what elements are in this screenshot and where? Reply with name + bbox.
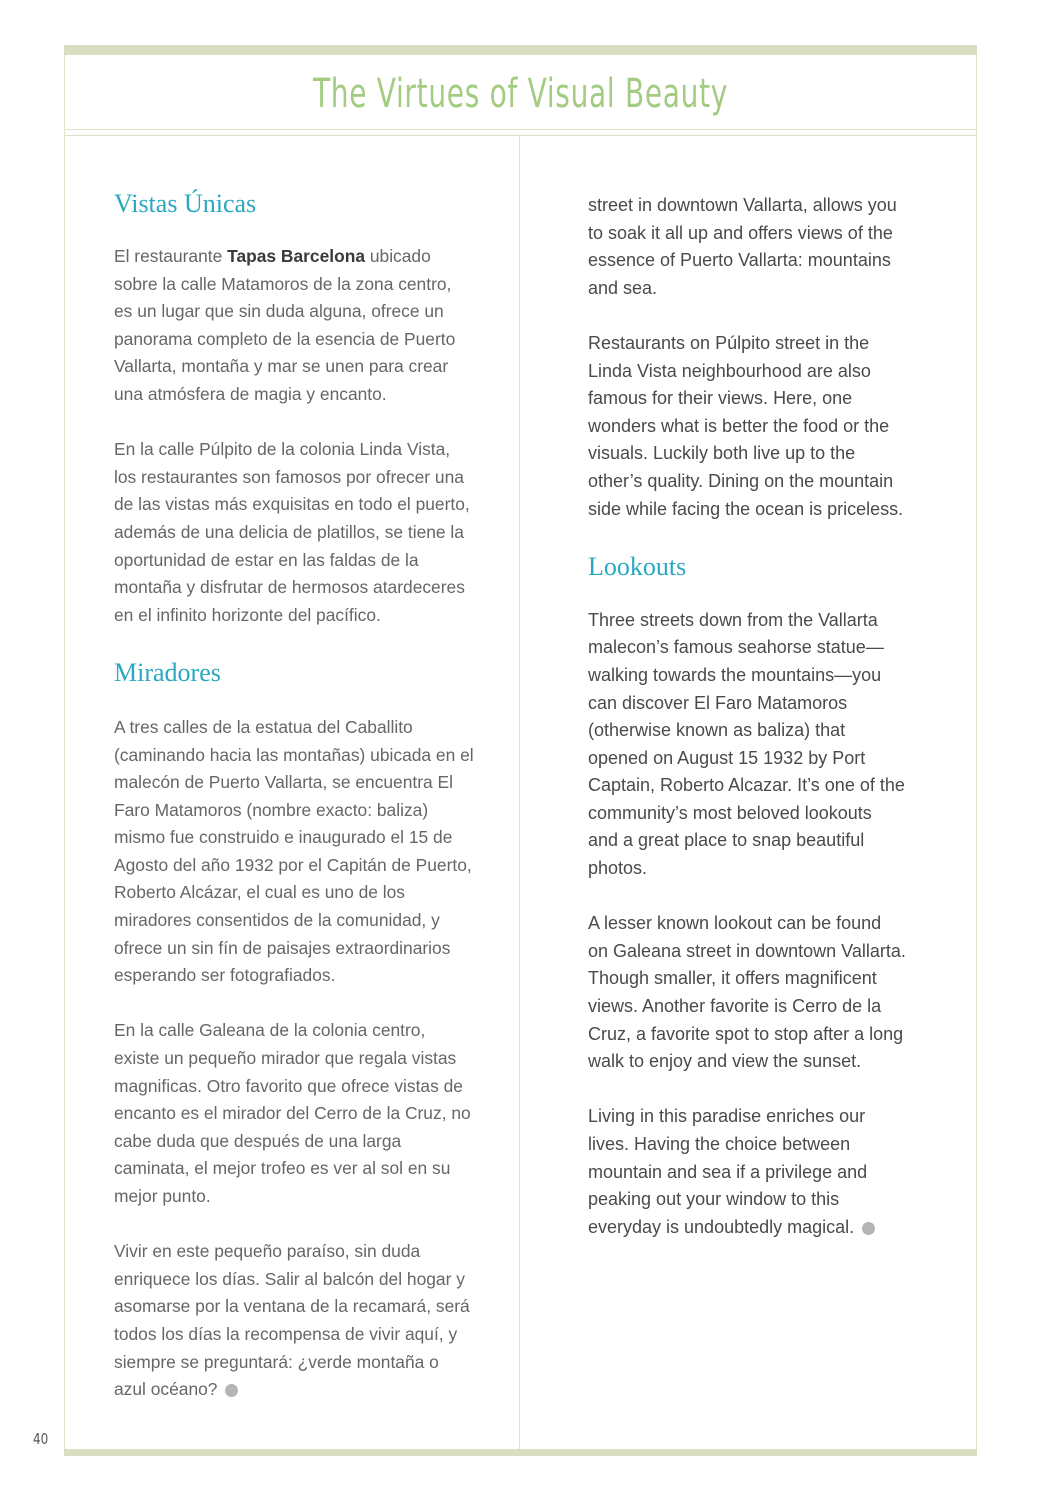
english-column	[588, 192, 906, 1241]
paragraph-linda-vista: En la calle Púlpito de la colonia Linda Vista, los restaurantes son famosos por ofrecer una de las vistas más exquisitas en todo el puerto, además de una delicia de platillos, se tiene la oportunidad de estar en las faldas de la montaña y disfrutar de hermosos atardeceres en el infinito horizonte del pacífico.	[114, 439, 470, 625]
title-rule	[64, 129, 977, 130]
paragraph-closing: Vivir en este pequeño paraíso, sin duda enriquece los días. Salir al balcón del hogar y asomarse por la ventana de la recamará, será todos los días la recompensa de vivir aquí, y siempre se preguntará: ¿verde montaña o azul océano?	[114, 1241, 470, 1400]
column-divider	[519, 136, 520, 1449]
bottom-border-band	[64, 1449, 977, 1456]
page-number: 40	[33, 1430, 49, 1448]
restaurant-name: Tapas Barcelona	[227, 246, 366, 266]
paragraph-faro: Three streets down from the Vallarta malecon’s famous seahorse statue—walking towards the mountains—you can discover El Faro Matamoros (otherwise known as baliza) that opened on August 15 1932 by Port Captain, Roberto Alcazar. It’s one of the community’s most beloved lookouts and a great place to snap beautiful photos.	[588, 609, 905, 879]
end-of-article-icon	[225, 1384, 238, 1397]
spanish-column	[114, 188, 474, 1404]
paragraph-pulpito: Restaurants on Púlpito street in the Linda Vista neighbourhood are also famous for their views. Here, one wonders what is better the food or the visuals. Luckily both live up to the other’s quality. Dining on the mountain side while facing the ocean is priceless.	[588, 332, 904, 519]
paragraph-downtown-views: street in downtown Vallarta, allows you to soak it all up and offers views of the essence of Puerto Vallarta: mountains and sea.	[588, 195, 897, 298]
page-title: The Virtues of Visual Beauty	[312, 71, 729, 117]
section-heading-vistas: Vistas Únicas	[114, 189, 257, 218]
title-rule-secondary	[64, 135, 977, 136]
end-of-article-icon	[862, 1222, 875, 1235]
paragraph-galeana: En la calle Galeana de la colonia centro, existe un pequeño mirador que regala vistas magnificas. Otro favorito que ofrece vistas de encanto es el mirador del Cerro de la Cruz, no cabe duda que después de una larga caminata, el mejor trofeo es ver al sol en su mejor punto.	[114, 1020, 471, 1206]
section-heading-lookouts: Lookouts	[588, 551, 687, 581]
top-border-band	[64, 45, 977, 55]
paragraph-galeana-en: A lesser known lookout can be found on Galeana street in downtown Vallarta. Though smaller, it offers magnificent views. Another favorite is Cerro de la Cruz, a favorite spot to stop after a long walk to enjoy and view the sunset.	[588, 913, 906, 1072]
section-heading-miradores: Miradores	[114, 657, 221, 687]
paragraph-closing-en: Living in this paradise enriches our lives. Having the choice between mountain and sea if a privilege and peaking out your window to this everyday is undoubtedly magical.	[588, 1103, 906, 1241]
paragraph-tapas-barcelona: El restaurante Tapas Barcelona ubicado sobre la calle Matamoros de la zona centro, es un lugar que sin duda alguna, ofrece un panorama completo de la esencia de Puerto Vallarta, montaña y mar se unen para crear una atmósfera de magia y encanto.	[114, 246, 456, 404]
paragraph-faro-matamoros: A tres calles de la estatua del Caballito (caminando hacia las montañas) ubicada en el malecón de Puerto Vallarta, se encuentra El Faro Matamoros (nombre exacto: baliza) mismo fue construido e inaugurado el 15 de Agosto del año 1932 por el Capitán de Puerto, Roberto Alcázar, el cual es uno de los miradores consentidos de la comunidad, y ofrece un sin fín de paisajes extraordinarios esperando ser fotografiados.	[114, 716, 474, 986]
